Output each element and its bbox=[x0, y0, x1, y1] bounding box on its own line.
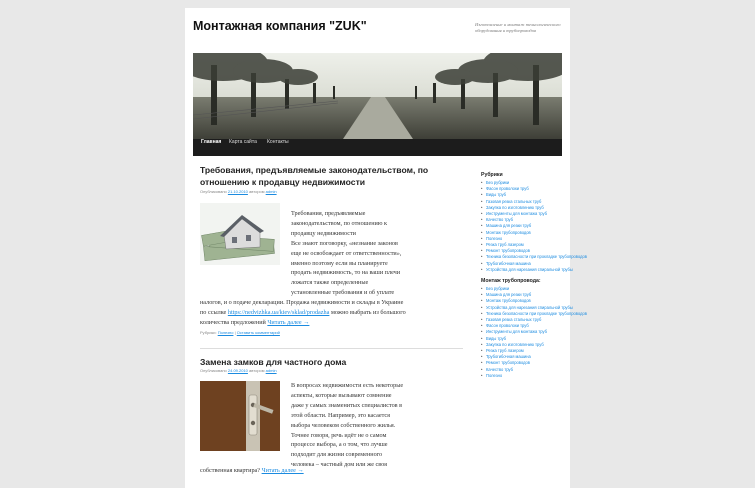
list-item[interactable]: • Техника безопасности при прокладке трубопроводов bbox=[481, 311, 561, 317]
post-meta bbox=[200, 189, 277, 194]
list-item[interactable]: • Фасон проволоки труб bbox=[481, 186, 561, 192]
text-line: аспекты, которые вызывают сомнение bbox=[291, 391, 392, 399]
post-divider bbox=[200, 348, 463, 349]
post-footer bbox=[200, 330, 280, 335]
meta-prefix: Опубликовано bbox=[200, 368, 227, 373]
list-item[interactable]: • Полезно bbox=[481, 373, 561, 379]
post-date-link[interactable]: 24.09.2010 bbox=[227, 368, 248, 373]
meta-by: автором bbox=[249, 189, 265, 194]
link-suffix: можно выбрать из большого bbox=[330, 308, 406, 316]
external-link[interactable]: https://nedvizhka.ua/kiev/sklad/prodazha bbox=[227, 308, 330, 316]
read-more-link[interactable]: Читать далее → bbox=[261, 467, 304, 474]
nav-item-contacts[interactable]: Контакты bbox=[267, 139, 289, 145]
text-line: человека – частный дом или же своя bbox=[291, 461, 387, 469]
meta-by: автором bbox=[249, 368, 265, 373]
post-title[interactable]: Замена замков для частного дома bbox=[200, 357, 347, 367]
list-item[interactable]: • Качество труб bbox=[481, 367, 561, 373]
list-item[interactable]: • Закупка по изготовлению труб bbox=[481, 205, 561, 211]
post-title[interactable]: Требования, предъявляемые законодательством, по отношению к продавцу недвижимости bbox=[200, 165, 429, 187]
list-item[interactable]: • Трубогибочная машина bbox=[481, 261, 561, 267]
list-item[interactable]: • Без рубрики bbox=[481, 180, 561, 186]
page bbox=[185, 8, 587, 488]
pipeline-list bbox=[481, 286, 587, 379]
house-money-image bbox=[200, 203, 280, 265]
list-item[interactable]: • Резка труб лазером bbox=[481, 242, 561, 248]
post-author-link[interactable]: admin bbox=[265, 189, 277, 194]
site-title[interactable]: Монтажная компания "ZUK" bbox=[193, 19, 367, 33]
list-item[interactable]: • Ремонт трубопроводов bbox=[481, 248, 561, 254]
text-line: законодательством, по отношению к bbox=[291, 219, 387, 227]
list-item[interactable]: • Полезно bbox=[481, 236, 561, 242]
list-item[interactable]: • Без рубрики bbox=[481, 286, 561, 292]
main-navigation bbox=[193, 139, 562, 156]
nav-item-home[interactable]: Главная bbox=[201, 139, 222, 145]
rubric-link[interactable]: Полезно bbox=[217, 330, 234, 335]
text-line: еще не освобождает от ответственности», bbox=[291, 249, 402, 257]
text-line: Точнее говоря, речь идёт не о самом bbox=[291, 431, 387, 439]
widget-title-pipeline: Монтаж трубопровода: bbox=[481, 278, 541, 284]
leave-comment-link[interactable]: Оставить комментарий bbox=[236, 330, 280, 335]
post-meta bbox=[200, 368, 277, 373]
text-line: В вопросах недвижимости есть некоторые bbox=[291, 382, 404, 389]
footer-separator: | bbox=[234, 330, 236, 335]
read-more-link[interactable]: Читать далее → bbox=[267, 318, 310, 326]
list-item[interactable]: • Трубогибочная машина bbox=[481, 354, 561, 360]
post-excerpt-full bbox=[200, 298, 470, 328]
categories-list bbox=[481, 180, 587, 273]
text-line: даже у самых знаменитых специалистов в bbox=[291, 401, 403, 409]
last-line: собственная квартира? bbox=[200, 467, 261, 474]
meta-prefix: Опубликовано bbox=[200, 189, 227, 194]
post-date-link[interactable]: 21.10.2010 bbox=[227, 189, 248, 194]
list-item[interactable]: • Газовая резка стальных труб bbox=[481, 199, 561, 205]
list-item[interactable]: • Ремонт трубопроводов bbox=[481, 360, 561, 366]
text-line: установленные требования и об уплате bbox=[291, 289, 395, 297]
text-line: Требования, предъявляемые bbox=[291, 210, 366, 217]
list-item[interactable]: • Резка труб лазером bbox=[481, 348, 561, 354]
list-item[interactable]: • Устройства для нарезания спиральной трубы bbox=[481, 305, 561, 311]
site-description: Изготовление и монтаж технологического оборудования и трубопроводов bbox=[475, 22, 561, 33]
text-line: именно поэтому если вы планируете bbox=[291, 259, 388, 267]
list-item[interactable]: • Монтаж трубопроводов bbox=[481, 298, 561, 304]
list-item[interactable]: • Инструменты для монтажа труб bbox=[481, 329, 561, 335]
text-line: ложатся также определенные bbox=[291, 279, 369, 287]
header-image bbox=[193, 53, 562, 139]
post-excerpt bbox=[291, 381, 461, 470]
door-lock-image bbox=[200, 381, 280, 451]
nav-item-sitemap[interactable]: Карта сайта bbox=[229, 139, 257, 145]
text-line: процессе выбора, а о том, что лучше bbox=[291, 441, 388, 449]
list-item[interactable]: • Техника безопасности при прокладке трубопроводов bbox=[481, 254, 561, 260]
list-item[interactable]: • Качество труб bbox=[481, 217, 561, 223]
widget-title-categories: Рубрики bbox=[481, 172, 503, 178]
list-item[interactable]: • Монтаж трубопроводов bbox=[481, 230, 561, 236]
text-line: этой области. Например, это касается bbox=[291, 411, 390, 419]
list-item[interactable]: • Виды труб bbox=[481, 336, 561, 342]
list-item[interactable]: • Устройства для нарезания спиральной трубы bbox=[481, 267, 561, 273]
list-item[interactable]: • Инструменты для монтажа труб bbox=[481, 211, 561, 217]
list-item[interactable]: • Машина для резки труб bbox=[481, 223, 561, 229]
text-line-link bbox=[200, 308, 470, 318]
list-item[interactable]: • Машина для резки труб bbox=[481, 292, 561, 298]
text-line: продать недвижимость, то на ваши плечи bbox=[291, 269, 401, 277]
list-item[interactable]: • Газовая резка стальных труб bbox=[481, 317, 561, 323]
text-line-last bbox=[200, 318, 470, 328]
list-item[interactable]: • Виды труб bbox=[481, 192, 561, 198]
text-line: Все знают поговорку, «незнание законов bbox=[291, 239, 398, 247]
text-line: выбора человеком собственного жилья. bbox=[291, 421, 396, 429]
link-prefix: по ссылке bbox=[200, 308, 227, 316]
post-excerpt bbox=[291, 209, 461, 298]
rubric-label: Рубрики: bbox=[200, 330, 217, 335]
post-author-link[interactable]: admin bbox=[265, 368, 277, 373]
text-line: продавцу недвижимости bbox=[291, 229, 356, 237]
last-line: количества предложений bbox=[200, 318, 266, 326]
list-item[interactable]: • Фасон проволоки труб bbox=[481, 323, 561, 329]
list-item[interactable]: • Закупка по изготовлению труб bbox=[481, 342, 561, 348]
text-line: подходит для жизни современного bbox=[291, 451, 383, 459]
text-line: налогов, и о подаче декларации. Продажа недвижимости и склады в Украине bbox=[200, 299, 404, 306]
